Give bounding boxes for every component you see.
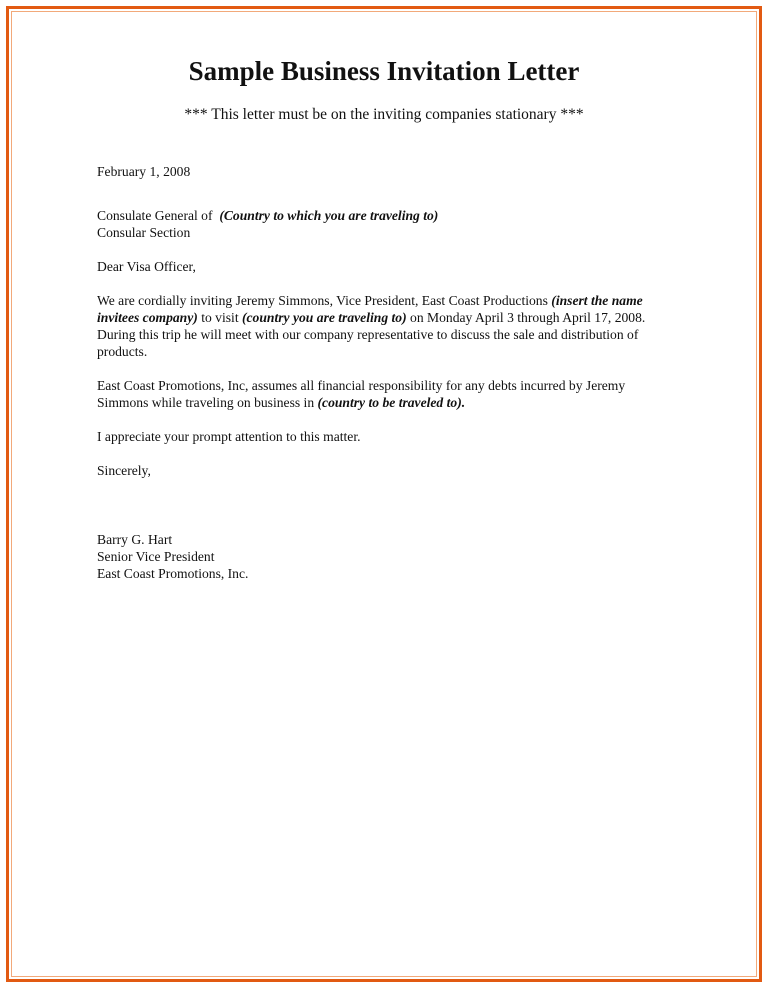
paragraph-invitation [97, 292, 677, 360]
paragraph-financial-part-1: East Coast Promotions, Inc, assumes all financial responsibility for any debts incurred by Jeremy Simmons while traveling on business in [97, 378, 626, 410]
closing: Sincerely, [97, 463, 151, 478]
address-line-1 [97, 207, 677, 224]
signature-company: East Coast Promotions, Inc. [97, 566, 249, 581]
letter-title: Sample Business Invitation Letter [188, 56, 580, 86]
travel-country-placeholder: (country to be traveled to). [317, 395, 466, 410]
paragraph-invitation-part-2: to visit [197, 310, 242, 325]
letter-body [97, 163, 677, 582]
paragraph-financial [97, 377, 677, 411]
address-country-placeholder: (Country to which you are traveling to) [219, 208, 439, 223]
paragraph-invitation-part-3: on Monday April 3 through April 17, 2008. During this trip he will meet with our company representative to discuss the sale and distribution of products. [97, 310, 653, 359]
signature-name: Barry G. Hart [97, 532, 173, 547]
signature-position: Senior Vice President [97, 549, 215, 564]
greeting: Dear Visa Officer, [97, 259, 196, 274]
destination-country-placeholder: (country you are traveling to) [242, 310, 407, 325]
paragraph-appreciation: I appreciate your prompt attention to this matter. [97, 429, 361, 444]
invitee-company-placeholder: (insert the name invitees company) [97, 293, 643, 325]
letter-subtitle: *** This letter must be on the inviting companies stationary *** [184, 106, 584, 123]
address-line-1-text: Consulate General of [97, 208, 220, 223]
paragraph-invitation-part-1: We are cordially inviting Jeremy Simmons, Vice President, East Coast Productions [97, 293, 552, 308]
address-line-2: Consular Section [97, 225, 191, 240]
letter-date: February 1, 2008 [97, 164, 191, 179]
